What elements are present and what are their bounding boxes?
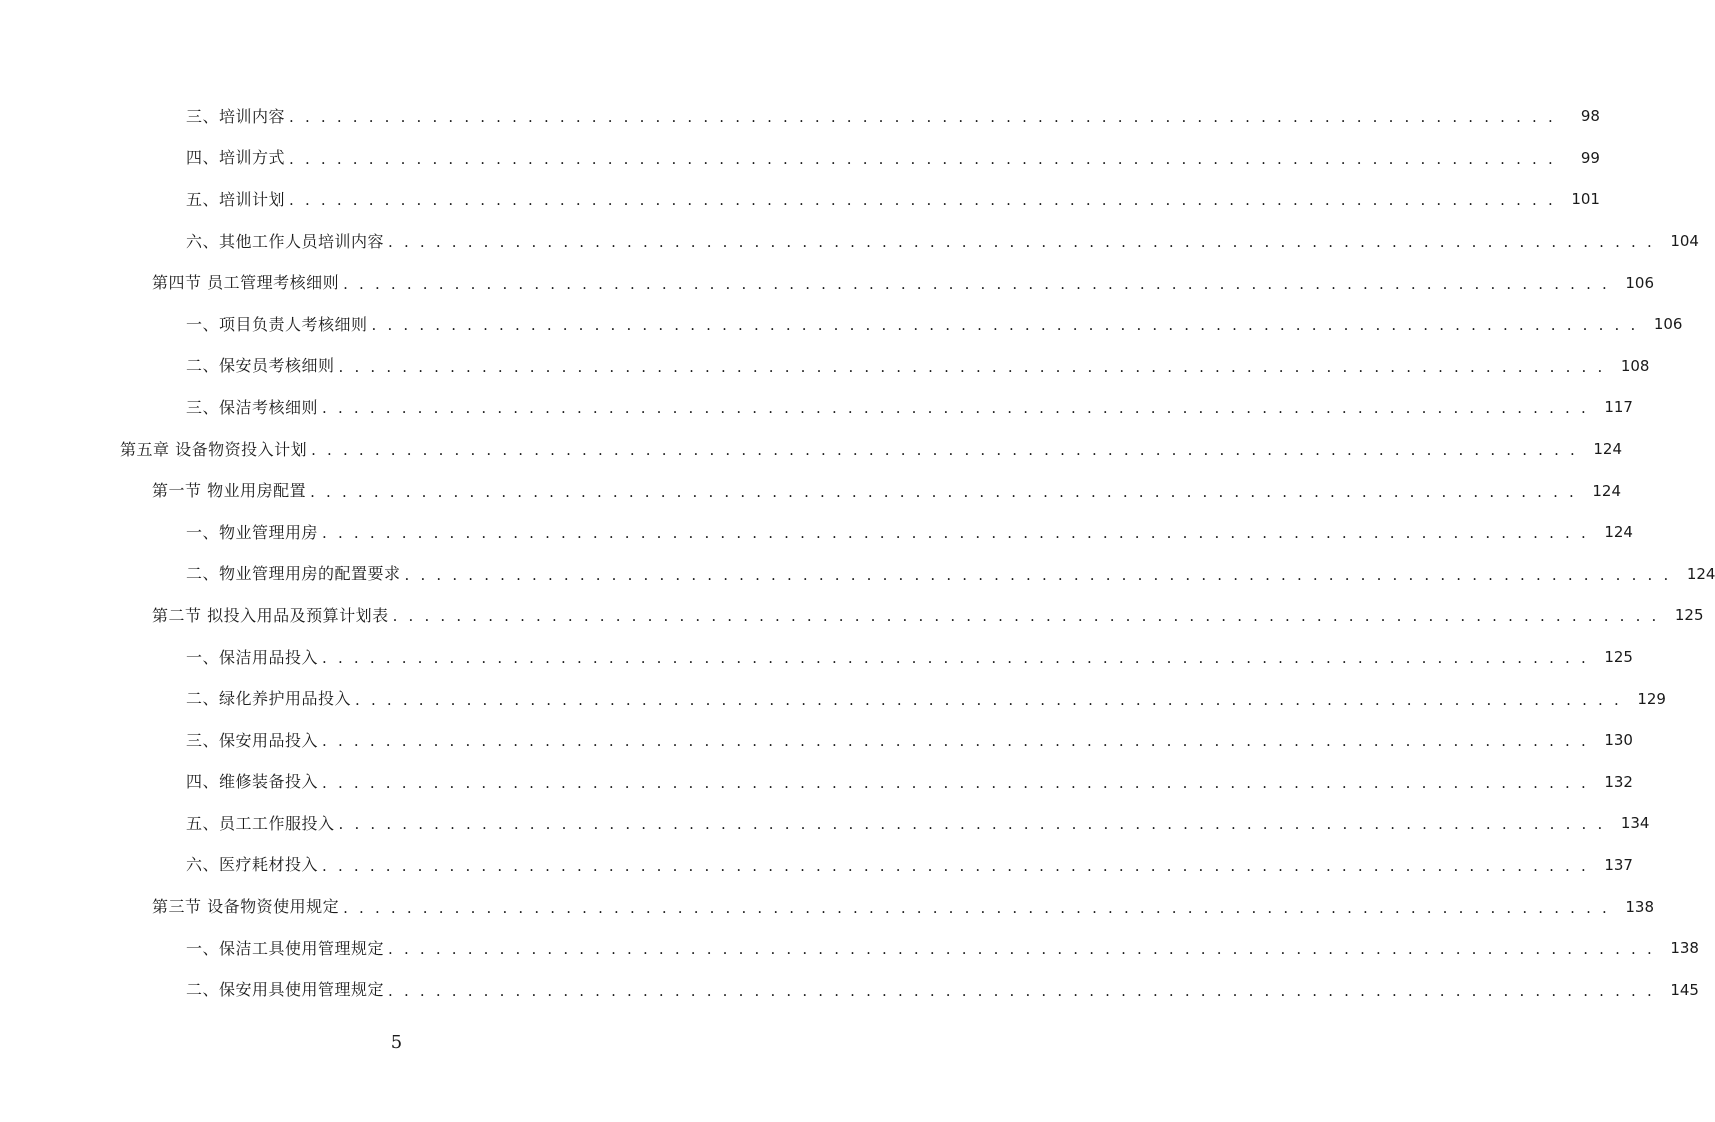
toc-entry-title: 第三节 设备物资使用规定 [152,897,340,917]
toc-dot-leader: . . . . . . . . . . . . . . . . . . . . . . . . . . . . . . . . . . . . . . . . . . . . . . . . . . . . . . . . . . . . . . . . . . . . . . . . . . . . . . . . [322,524,1589,543]
toc-entry[interactable] [0,512,1633,554]
toc-dot-leader: . . . . . . . . . . . . . . . . . . . . . . . . . . . . . . . . . . . . . . . . . . . . . . . . . . . . . . . . . . . . . . . . . . . . . . . . . . . . . . . . [343,898,1611,917]
toc-dot-leader: . . . . . . . . . . . . . . . . . . . . . . . . . . . . . . . . . . . . . . . . . . . . . . . . . . . . . . . . . . . . . . . . . . . . . . . . . . . . . . . . [388,981,1655,1000]
toc-entry[interactable] [0,387,1633,429]
toc-dot-leader: . . . . . . . . . . . . . . . . . . . . . . . . . . . . . . . . . . . . . . . . . . . . . . . . . . . . . . . . . . . . . . . . . . . . . . . . . . . . . . . . [338,357,1606,376]
toc-dot-leader: . . . . . . . . . . . . . . . . . . . . . . . . . . . . . . . . . . . . . . . . . . . . . . . . . . . . . . . . . . . . . . . . . . . . . . . . . . . . . . . . [343,274,1611,293]
toc-entry[interactable] [0,928,1699,970]
toc-entry-page: 124 [1593,440,1623,459]
toc-entry-page: 134 [1620,814,1650,833]
toc-dot-leader: . . . . . . . . . . . . . . . . . . . . . . . . . . . . . . . . . . . . . . . . . . . . . . . . . . . . . . . . . . . . . . . . . . . . . . . . . . . . . . . . [310,482,1578,501]
toc-dot-leader: . . . . . . . . . . . . . . . . . . . . . . . . . . . . . . . . . . . . . . . . . . . . . . . . . . . . . . . . . . . . . . . . . . . . . . . . . . . . . . . . [322,399,1589,418]
toc-entry[interactable] [0,138,1600,180]
toc-dot-leader: . . . . . . . . . . . . . . . . . . . . . . . . . . . . . . . . . . . . . . . . . . . . . . . . . . . . . . . . . . . . . . . . . . . . . . . . . . . . . . . . [289,108,1556,127]
toc-entry-title: 三、培训内容 [186,106,286,126]
toc-entry-title: 一、保洁工具使用管理规定 [186,938,385,958]
toc-dot-leader: . . . . . . . . . . . . . . . . . . . . . . . . . . . . . . . . . . . . . . . . . . . . . . . . . . . . . . . . . . . . . . . . . . . . . . . . . . . . . . . . [322,649,1589,668]
toc-dot-leader: . . . . . . . . . . . . . . . . . . . . . . . . . . . . . . . . . . . . . . . . . . . . . . . . . . . . . . . . . . . . . . . . . . . . . . . . . . . . . . . . [404,565,1672,584]
toc-entry-title: 一、保洁用品投入 [186,647,319,667]
toc-entry-title: 五、培训计划 [186,189,286,209]
toc-entry[interactable] [0,762,1633,804]
toc-entry-title: 一、物业管理用房 [186,522,319,542]
toc-entry[interactable] [0,429,1623,471]
toc-entry-page: 104 [1670,232,1699,251]
table-of-contents [0,96,1715,1011]
toc-entry-page: 137 [1604,855,1633,874]
toc-dot-leader: . . . . . . . . . . . . . . . . . . . . . . . . . . . . . . . . . . . . . . . . . . . . . . . . . . . . . . . . . . . . . . . . . . . . . . . . . . . . . . . . [322,856,1589,875]
toc-entry-title: 四、维修装备投入 [186,772,319,792]
toc-entry[interactable] [0,179,1600,221]
toc-entry[interactable] [0,221,1699,263]
toc-entry-page: 124 [1592,481,1622,500]
toc-entry-page: 132 [1604,772,1633,791]
toc-entry[interactable] [0,969,1699,1011]
toc-entry[interactable] [0,470,1622,512]
toc-entry-page: 124 [1686,564,1715,583]
toc-entry[interactable] [0,304,1683,346]
toc-dot-leader: . . . . . . . . . . . . . . . . . . . . . . . . . . . . . . . . . . . . . . . . . . . . . . . . . . . . . . . . . . . . . . . . . . . . . . . . . . . . . . . . [388,940,1655,959]
toc-entry-page: 124 [1604,523,1633,542]
toc-dot-leader: . . . . . . . . . . . . . . . . . . . . . . . . . . . . . . . . . . . . . . . . . . . . . . . . . . . . . . . . . . . . . . . . . . . . . . . . . . . . . . . . [338,815,1606,834]
toc-entry-page: 145 [1670,980,1699,999]
toc-entry-page: 117 [1604,398,1633,417]
toc-entry-title: 六、其他工作人员培训内容 [186,231,385,251]
toc-entry[interactable] [0,96,1600,138]
toc-entry[interactable] [0,720,1633,762]
toc-dot-leader: . . . . . . . . . . . . . . . . . . . . . . . . . . . . . . . . . . . . . . . . . . . . . . . . . . . . . . . . . . . . . . . . . . . . . . . . . . . . . . . . [322,732,1589,751]
toc-entry-page: 106 [1653,315,1683,334]
toc-entry-page: 108 [1620,356,1650,375]
toc-entry-title: 二、绿化养护用品投入 [186,689,352,709]
toc-dot-leader: . . . . . . . . . . . . . . . . . . . . . . . . . . . . . . . . . . . . . . . . . . . . . . . . . . . . . . . . . . . . . . . . . . . . . . . . . . . . . . . . [289,149,1556,168]
toc-entry-page: 138 [1625,897,1655,916]
toc-entry-title: 二、保安员考核细则 [186,356,335,376]
toc-entry-title: 第二节 拟投入用品及预算计划表 [152,605,389,625]
toc-entry[interactable] [0,886,1655,928]
toc-dot-leader: . . . . . . . . . . . . . . . . . . . . . . . . . . . . . . . . . . . . . . . . . . . . . . . . . . . . . . . . . . . . . . . . . . . . . . . . . . . . . . . . [311,441,1579,460]
toc-entry-title: 二、物业管理用房的配置要求 [186,564,401,584]
toc-entry[interactable] [0,845,1633,887]
toc-entry-title: 第五章 设备物资投入计划 [120,439,308,459]
toc-entry[interactable] [0,637,1633,679]
toc-dot-leader: . . . . . . . . . . . . . . . . . . . . . . . . . . . . . . . . . . . . . . . . . . . . . . . . . . . . . . . . . . . . . . . . . . . . . . . . . . . . . . . . [289,191,1556,210]
toc-dot-leader: . . . . . . . . . . . . . . . . . . . . . . . . . . . . . . . . . . . . . . . . . . . . . . . . . . . . . . . . . . . . . . . . . . . . . . . . . . . . . . . . [371,316,1639,335]
toc-dot-leader: . . . . . . . . . . . . . . . . . . . . . . . . . . . . . . . . . . . . . . . . . . . . . . . . . . . . . . . . . . . . . . . . . . . . . . . . . . . . . . . . [392,607,1660,626]
toc-entry[interactable] [0,346,1650,388]
toc-entry-title: 三、保洁考核细则 [186,397,319,417]
toc-entry-page: 125 [1674,606,1704,625]
toc-entry-title: 第一节 物业用房配置 [152,481,307,501]
toc-entry-title: 五、员工工作服投入 [186,813,335,833]
toc-entry[interactable] [0,554,1715,596]
toc-entry[interactable] [0,678,1666,720]
toc-entry-page: 98 [1580,107,1600,126]
toc-entry-page: 129 [1637,689,1666,708]
toc-entry-page: 106 [1625,273,1655,292]
toc-entry[interactable] [0,595,1704,637]
toc-entry-page: 138 [1670,939,1699,958]
toc-dot-leader: . . . . . . . . . . . . . . . . . . . . . . . . . . . . . . . . . . . . . . . . . . . . . . . . . . . . . . . . . . . . . . . . . . . . . . . . . . . . . . . . [355,690,1622,709]
toc-entry-title: 六、医疗耗材投入 [186,855,319,875]
toc-entry[interactable] [0,803,1650,845]
toc-entry-page: 125 [1604,648,1633,667]
toc-entry-title: 第四节 员工管理考核细则 [152,273,340,293]
page-number: 5 [390,1032,403,1053]
toc-entry-page: 130 [1604,731,1633,750]
toc-dot-leader: . . . . . . . . . . . . . . . . . . . . . . . . . . . . . . . . . . . . . . . . . . . . . . . . . . . . . . . . . . . . . . . . . . . . . . . . . . . . . . . . [388,233,1655,252]
toc-entry-title: 四、培训方式 [186,148,286,168]
toc-entry-title: 二、保安用具使用管理规定 [186,980,385,1000]
toc-entry-page: 99 [1580,148,1600,167]
toc-entry-title: 三、保安用品投入 [186,730,319,750]
toc-entry[interactable] [0,262,1655,304]
toc-dot-leader: . . . . . . . . . . . . . . . . . . . . . . . . . . . . . . . . . . . . . . . . . . . . . . . . . . . . . . . . . . . . . . . . . . . . . . . . . . . . . . . . [322,773,1589,792]
toc-entry-title: 一、项目负责人考核细则 [186,314,368,334]
toc-entry-page: 101 [1571,190,1600,209]
